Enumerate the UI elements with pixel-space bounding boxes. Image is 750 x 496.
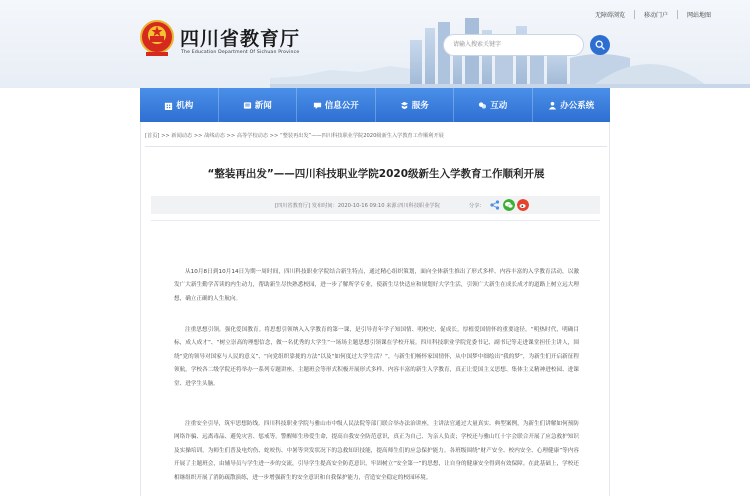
divider [145, 146, 607, 147]
site-header [0, 0, 750, 88]
site-subtitle: The Education Department Of Sichuan Province [181, 50, 300, 55]
share-label: 分享： [469, 203, 485, 209]
top-links [586, 10, 720, 19]
service-icon [400, 101, 409, 110]
article-meta-bar [151, 196, 600, 214]
site-title: 四川省教育厅 [180, 28, 301, 50]
search-button[interactable] [590, 35, 610, 55]
mobile-portal-link[interactable]: 移动门户 [634, 10, 677, 19]
nav-item-news[interactable]: 新闻 [218, 88, 297, 122]
article-paragraph: 注重安全引导，筑牢思想防线。四川科技职业学院与雅山市中级人民法院等部门联合举办法治讲座，主讲法官通过大量真实、典型案例，为新生们讲解如何预防网络诈骗、远离毒品、避免灾害、惩戒等。警醒师生珍爱生命，提高自我安全防范意识，真正为自己、为亲人负责；学校还与雅山红十字会联合开展了应急救护知识及实操培训，为师生们普及电灼伤、蛇咬伤、中暑等突发状况下的急救知识技能，提高师生们的应急保护能力。各班级围绕“财产安全、校内安全、心理健康”等内容开展了主题班会，由辅导员与学生进一步的交流，引导学生提高安全防范意识，牢固树立“安全第一”的思想，让自身的健康安全得到有效保障。在此基础上，学校还相继组织开展了消防疏散演练，进一步增强新生的安全意识和自我保护能力，营造安全稳定的校园环境。 [174, 421, 579, 481]
nav-item-service[interactable]: 服务 [375, 88, 454, 122]
share-icon[interactable] [489, 199, 501, 211]
article-paragraph: 注重思想引领，强化爱国教育。将思想引领纳入入学教育的第一课，是引导青年学子知国情、明校史、促成长，厚植爱国情怀的重要途径。“明热时代，明确目标，成人成才”、“树立崇高的理想信念，做一名优秀的大学生”一场场主题思想引领课在学校开展。四川科技职业学院党委书记、副书记等走进课堂担任主讲人，围绕“党的领导对国家与人民的意义”、“向党组织靠拢的方法”以及“如何度过大学生活？”，与新生们畅怀家国情怀，从中国梦中细绘出“我的梦”，为新生们开启新征程领航。学校各二级学院还将举办一系列专题讲座、主题班会等形式积极开展形式多样、内容丰富的新生入学教育，真正让爱国主义思想、集体主义精神进校园、进课堂、进学生头脑。 [174, 327, 579, 387]
breadcrumb[interactable]: [首页] >> 新闻动态 >> 战线动态 >> 高等学校动态 >> “整装再出发”——四川科技职业学院2020级新生入学教育工作顺利开展 [145, 133, 444, 139]
main-nav [140, 88, 610, 122]
divider [151, 220, 600, 221]
article-meta: [四川省教育厅] 发布时间：2020-10-16 09:10 来源:四川科技职业学院 [275, 203, 440, 209]
accessibility-link[interactable]: 无障碍浏览 [594, 12, 625, 19]
wechat-icon[interactable] [503, 199, 515, 211]
search-input[interactable]: 请输入搜索关键字 [443, 34, 584, 56]
chat-icon [313, 101, 322, 110]
article-paragraph: 从10月8日到10月14日为期一周时间，四川科技职业学院结合新生特点，通过精心组织策划，面向全体新生推出了形式多样、内容丰富的入学教育活动，以激发广大新生勤学苦读的内生动力，帮助新生尽快熟悉校园，进一步了解所学专业，使新生尽快适应和规划好大学生活，引领广大新生在成长成才的道路上树立远大理想，确立正确的人生航向。 [174, 269, 579, 302]
search-icon [595, 40, 605, 50]
sitemap-link[interactable]: 网站地图 [677, 10, 720, 19]
national-emblem-icon [140, 18, 174, 58]
nav-item-info-disclosure[interactable]: 信息公开 [296, 88, 375, 122]
building-icon [164, 101, 173, 110]
article-title: “整装再出发”——四川科技职业学院2020级新生入学教育工作顺利开展 [207, 168, 545, 180]
article-container [140, 122, 610, 496]
weibo-icon[interactable] [517, 199, 529, 211]
nav-item-office-system[interactable]: 办公系统 [532, 88, 611, 122]
interaction-icon [478, 101, 487, 110]
nav-item-institution[interactable]: 机构 [140, 88, 218, 122]
news-icon [243, 101, 252, 110]
nav-item-interaction[interactable]: 互动 [453, 88, 532, 122]
office-icon [548, 101, 557, 110]
